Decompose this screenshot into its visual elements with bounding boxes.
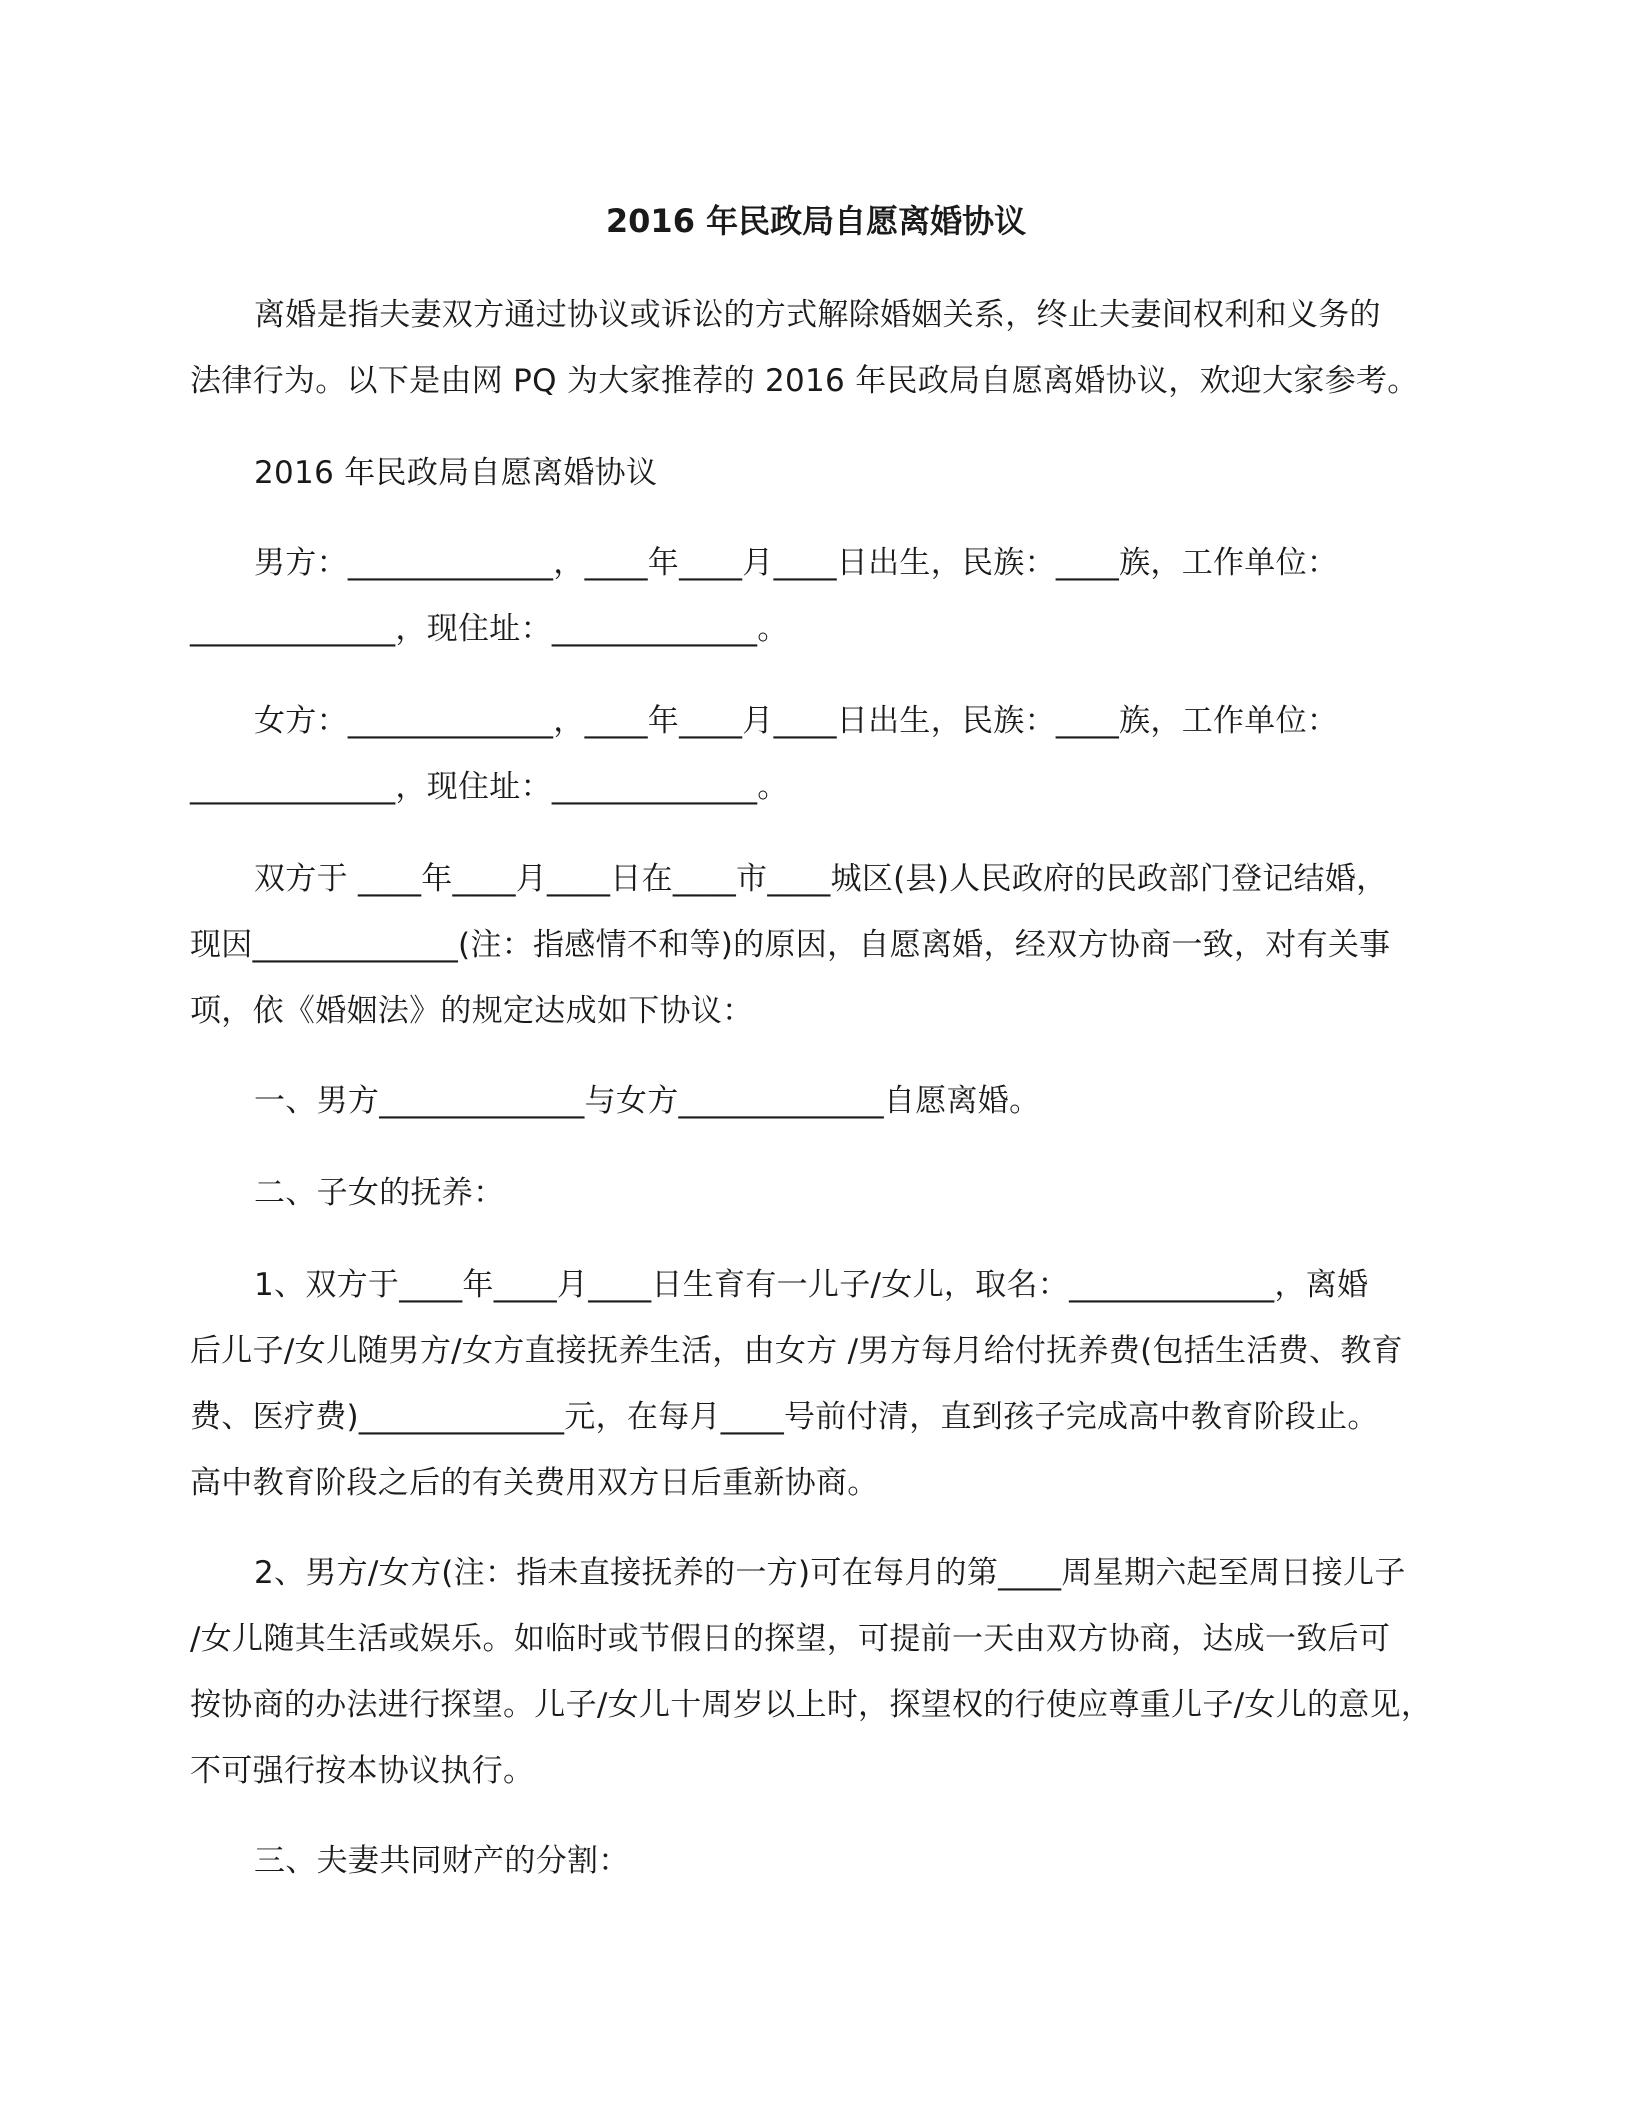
clause-two-heading: 二、子女的抚养： (254, 1175, 505, 1211)
marriage-line: 双方于 ____年____月____日在____市____城区(县)人民政府的民政部门登记结婚， (254, 861, 1388, 897)
document-title: 2016 年民政局自愿离婚协议 (605, 202, 1027, 240)
intro-line: 法律行为。以下是由网 PQ 为大家推荐的 2016 年民政局自愿离婚协议，欢迎大家参考。 (190, 363, 1419, 399)
clause-two-2-line: /女儿随其生活或娱乐。如临时或节假日的探望，可提前一天由双方协商，达成一致后可 (190, 1621, 1391, 1657)
agreement-subtitle: 2016 年民政局自愿离婚协议 (254, 455, 658, 491)
female-info-paragraph (190, 688, 1442, 820)
marriage-paragraph (190, 846, 1442, 1044)
clause-two-1-line: 后儿子/女儿随男方/女方直接抚养生活，由女方 /男方每月给付抚养费(包括生活费、教育 (190, 1333, 1403, 1369)
clause-two-1-line: 费、医疗费)_____________元，在每月____号前付清，直到孩子完成高中教育阶段止。 (190, 1399, 1379, 1435)
clause-two-1-line: 高中教育阶段之后的有关费用双方日后重新协商。 (190, 1465, 879, 1501)
female-info-line: _____________，现住址：_____________。 (190, 769, 789, 805)
male-info-line: _____________，现住址：_____________。 (190, 611, 789, 647)
marriage-line: 现因_____________(注：指感情不和等)的原因，自愿离婚，经双方协商一致，对有关事 (190, 927, 1391, 963)
clause-three-heading: 三、夫妻共同财产的分割： (254, 1843, 630, 1879)
intro-paragraph (190, 282, 1442, 414)
clause-two-item-2 (190, 1540, 1442, 1804)
clause-two-item-1 (190, 1252, 1442, 1516)
clause-two-2-line: 不可强行按本协议执行。 (190, 1753, 535, 1789)
clause-one: 一、男方_____________与女方_____________自愿离婚。 (254, 1083, 1041, 1119)
clause-two-2-line: 按协商的办法进行探望。儿子/女儿十周岁以上时，探望权的行使应尊重儿子/女儿的意见， (190, 1687, 1433, 1723)
female-info-line: 女方：_____________，____年____月____日出生，民族：____族，工作单位： (254, 703, 1339, 739)
male-info-line: 男方：_____________，____年____月____日出生，民族：____族，工作单位： (254, 545, 1339, 581)
male-info-paragraph (190, 530, 1442, 662)
clause-two-2-line: 2、男方/女方(注：指未直接抚养的一方)可在每月的第____周星期六起至周日接儿子 (254, 1555, 1406, 1591)
marriage-line: 项，依《婚姻法》的规定达成如下协议： (190, 993, 754, 1029)
clause-two-1-line: 1、双方于____年____月____日生育有一儿子/女儿，取名：_____________，离婚 (254, 1267, 1369, 1303)
intro-line: 离婚是指夫妻双方通过协议或诉讼的方式解除婚姻关系，终止夫妻间权利和义务的 (254, 297, 1381, 333)
